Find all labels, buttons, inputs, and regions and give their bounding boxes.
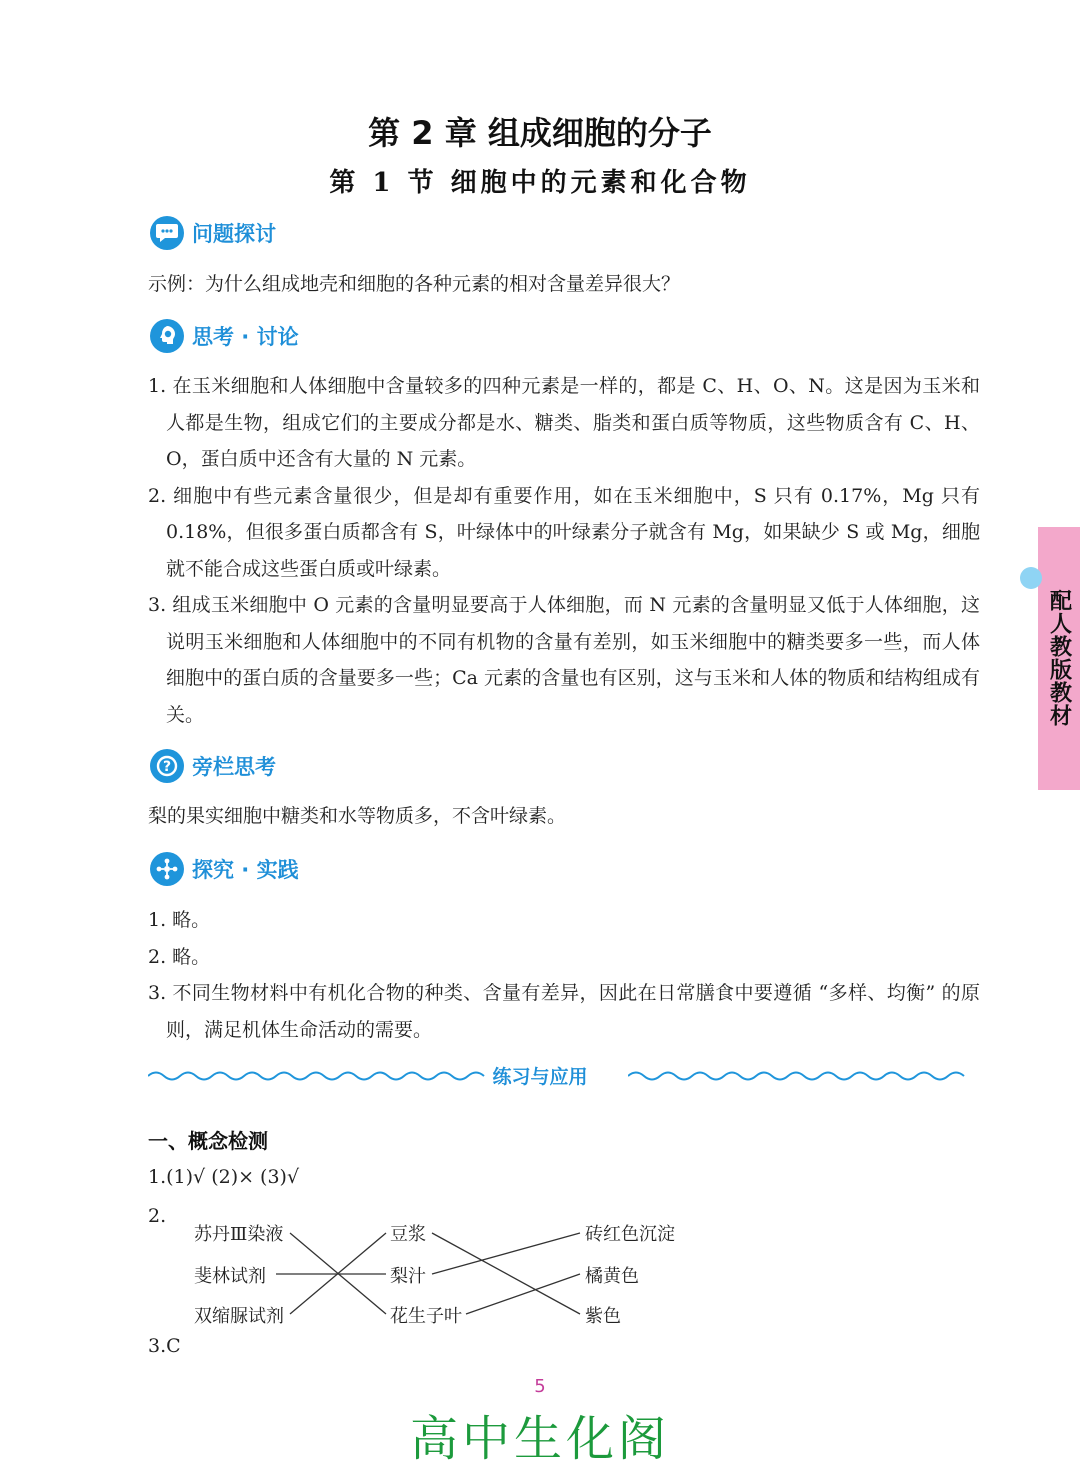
question-heading-label: 问题探讨 [192,222,276,246]
list-item: 3. 组成玉米细胞中 O 元素的含量明显要高于人体细胞，而 N 元素的含量明显又低于人体细胞，这说明玉米细胞和人体细胞中的不同有机物的含量有差别，如玉米细胞中的糖类要多一些，而人体细胞中的蛋白质的含量要多一些；Ca 元素的含量也有区别，这与玉米和人体的物质和结构组成有关。 [148,594,980,726]
list-item: 2. 细胞中有些元素含量很少，但是却有重要作用，如在玉米细胞中，S 只有 0.17%，Mg 只有 0.18%，但很多蛋白质都含有 S，叶绿体中的叶绿素分子就含有 Mg，如果缺少 S 或 Mg，细胞就不能合成这些蛋白质或叶绿素。 [148,484,980,580]
color-item: 橘黄色 [585,1266,639,1287]
page-number: 5 [534,1376,546,1397]
concept-q1: 1.(1)√ (2)× (3)√ [148,1166,300,1188]
match-line [432,1233,580,1274]
svg-text:?: ? [162,759,172,775]
watermark: 高中生化阁 [409,1411,670,1467]
discussion-heading-label: 思考 · 讨论 [192,325,299,349]
list-item: 3. 不同生物材料中有机化合物的种类、含量有差异，因此在日常膳食中要遵循 “多样、均衡” 的原则，满足机体生命活动的需要。 [148,982,980,1041]
color-item: 砖红色沉淀 [585,1224,675,1245]
match-line [432,1233,580,1314]
reagent-item: 双缩脲试剂 [194,1306,284,1327]
list-item: 1. 略。 [148,909,211,931]
chapter-title: 第 2 章 组成细胞的分子 [368,114,712,152]
concept-q3: 3.C [148,1335,181,1357]
color-item: 紫色 [585,1306,621,1327]
concept-q2-label: 2. [148,1205,167,1227]
side-tab-dot [1020,567,1042,589]
reagent-item: 斐林试剂 [194,1266,266,1287]
list-item: 2. 略。 [148,945,211,968]
practice-heading-label: 探究 · 实践 [192,858,299,882]
material-item: 豆浆 [390,1224,426,1245]
reagent-item: 苏丹Ⅲ染液 [194,1224,284,1245]
side-tab-label: 配人教版教材 [1046,589,1072,727]
material-item: 梨汁 [390,1266,426,1287]
section-title: 第 1 节 细胞中的元素和化合物 [329,168,751,198]
match-line [466,1274,580,1314]
sidebar-thinking-text: 梨的果实细胞中糖类和水等物质多，不含叶绿素。 [148,805,567,827]
exercise-banner: 练习与应用 [492,1066,588,1088]
concept-check-heading: 一、概念检测 [148,1129,268,1153]
material-item: 花生子叶 [390,1306,462,1327]
question-text: 示例：为什么组成地壳和细胞的各种元素的相对含量差异很大？ [148,273,681,295]
list-item: 1. 在玉米细胞和人体细胞中含量较多的四种元素是一样的，都是 C、H、O、N。这是因为玉米和人都是生物，组成它们的主要成分都是水、糖类、脂类和蛋白质等物质，这些物质含有 C、H、O，蛋白质中还含有大量的 N 元素。 [148,375,980,470]
edition-side-tab [1038,527,1080,790]
sidebar-thinking-label: 旁栏思考 [192,755,276,779]
